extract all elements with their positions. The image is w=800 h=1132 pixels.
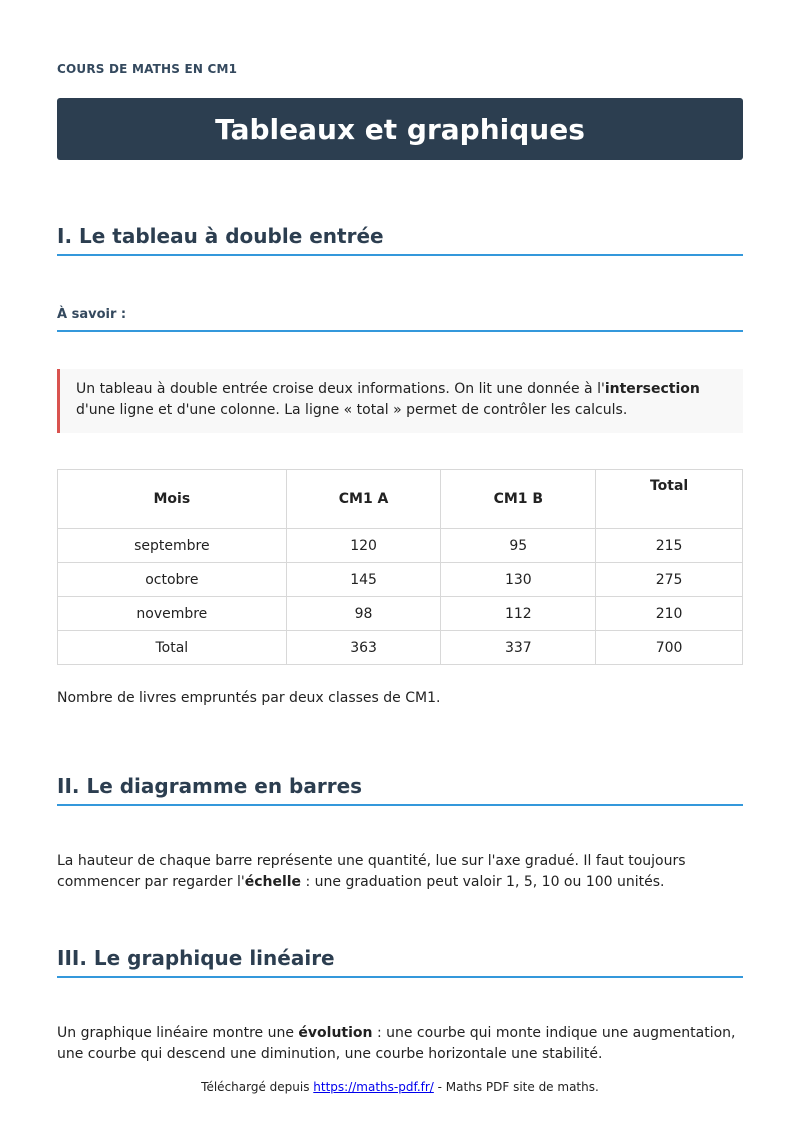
footer-suffix: - Maths PDF site de maths. bbox=[433, 1080, 599, 1094]
table-cell: 700 bbox=[596, 631, 743, 665]
section3-text-after: : une courbe qui monte indique une augmentation, une courbe qui descend une diminution, une courbe horizontale une stabilité. bbox=[57, 1025, 736, 1062]
table-cell: 145 bbox=[286, 563, 441, 597]
table-row bbox=[58, 563, 743, 597]
table-caption: Nombre de livres empruntés par deux classes de CM1. bbox=[57, 690, 441, 706]
course-label: COURS DE MATHS EN CM1 bbox=[57, 62, 238, 76]
table-cell: 337 bbox=[441, 631, 596, 665]
subheading-a-savoir: À savoir : bbox=[57, 307, 743, 332]
callout-text-after: d'une ligne et d'une colonne. La ligne « total » permet de contrôler les calculs. bbox=[76, 402, 628, 418]
section3-paragraph bbox=[57, 1023, 743, 1065]
title-banner bbox=[57, 98, 743, 160]
footer-link[interactable]: https://maths-pdf.fr/ bbox=[313, 1080, 434, 1094]
footer-prefix: Téléchargé depuis bbox=[201, 1080, 314, 1094]
table-header-cell: CM1 A bbox=[286, 470, 441, 529]
table-header-row bbox=[58, 470, 743, 529]
table-header-cell: Mois bbox=[58, 470, 287, 529]
table-row-total bbox=[58, 631, 743, 665]
data-table bbox=[57, 469, 743, 665]
table-header-cell: Total bbox=[596, 470, 743, 529]
table-cell: 98 bbox=[286, 597, 441, 631]
table-cell: 120 bbox=[286, 529, 441, 563]
section-heading-1: I. Le tableau à double entrée bbox=[57, 224, 743, 256]
section-heading-3: III. Le graphique linéaire bbox=[57, 946, 743, 978]
table-cell: Total bbox=[58, 631, 287, 665]
table-cell: 210 bbox=[596, 597, 743, 631]
table-cell: 112 bbox=[441, 597, 596, 631]
page-title: Tableaux et graphiques bbox=[215, 112, 585, 146]
section2-paragraph bbox=[57, 851, 743, 893]
table-header-cell: CM1 B bbox=[441, 470, 596, 529]
callout-text-before: Un tableau à double entrée croise deux informations. On lit une donnée à l' bbox=[76, 381, 605, 397]
table-cell: 130 bbox=[441, 563, 596, 597]
table-cell: novembre bbox=[58, 597, 287, 631]
section2-text-after: : une graduation peut valoir 1, 5, 10 ou 100 unités. bbox=[301, 874, 665, 890]
footer bbox=[0, 1080, 800, 1094]
section2-text-before: La hauteur de chaque barre représente une quantité, lue sur l'axe gradué. Il faut toujours commencer par regarder l' bbox=[57, 853, 686, 890]
table-cell: 215 bbox=[596, 529, 743, 563]
table-row bbox=[58, 597, 743, 631]
section3-bold: évolution bbox=[298, 1025, 373, 1041]
table-cell: 95 bbox=[441, 529, 596, 563]
table-cell: octobre bbox=[58, 563, 287, 597]
table-cell: septembre bbox=[58, 529, 287, 563]
section-heading-2: II. Le diagramme en barres bbox=[57, 774, 743, 806]
table-cell: 363 bbox=[286, 631, 441, 665]
section2-bold: échelle bbox=[244, 874, 302, 890]
table-cell: 275 bbox=[596, 563, 743, 597]
section3-text-before: Un graphique linéaire montre une bbox=[57, 1025, 299, 1041]
callout-box bbox=[57, 369, 743, 433]
table-row bbox=[58, 529, 743, 563]
callout-bold: intersection bbox=[604, 381, 700, 397]
